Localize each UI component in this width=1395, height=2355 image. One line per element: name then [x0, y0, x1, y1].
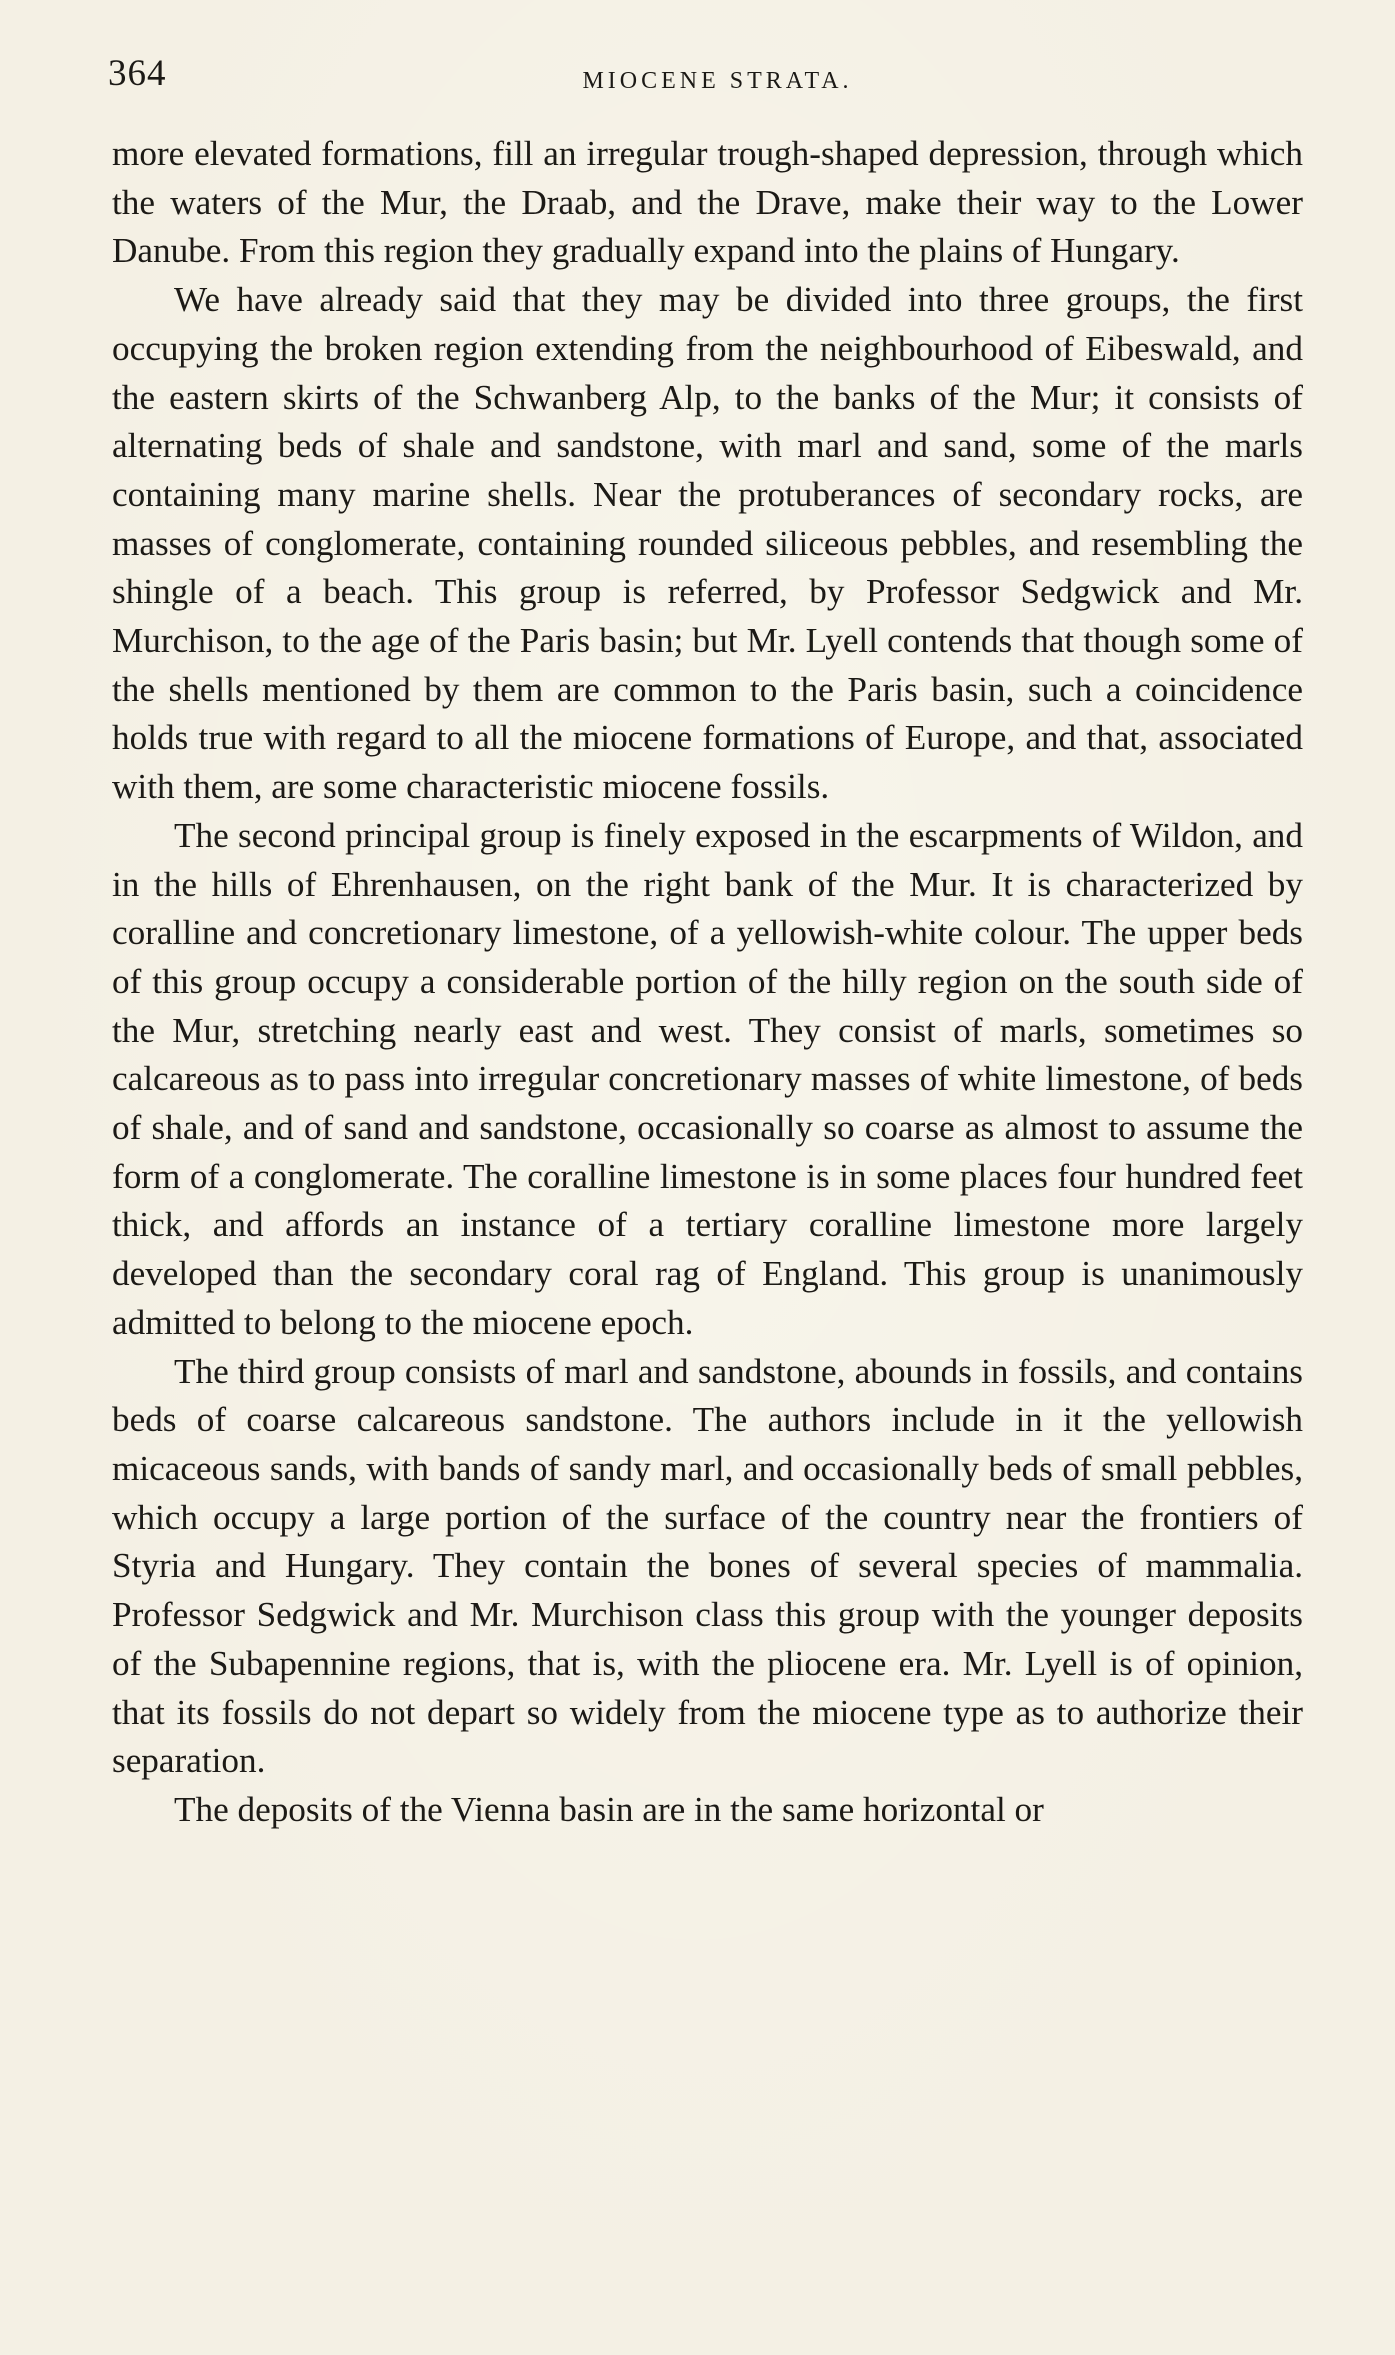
paragraph-second-group: The second principal group is finely exposed in the escarpments of Wildon, and in the hills of Ehrenhausen, on the right bank of the Mur. It is characterized by coralline and concretionary limestone, of a yellowish-white colour. The upper beds of this group occupy a considerable portion of the hilly region on the south side of the Mur, stretching nearly east and west. They consist of marls, sometimes so calcareous as to pass into irregular concretionary masses of white limestone, of beds of shale, and of sand and sandstone, occasionally so coarse as almost to assume the form of a conglomerate. The coralline limestone is in some places four hundred feet thick, and affords an instance of a tertiary coralline limestone more largely developed than the secondary coral rag of England. This group is unanimously admitted to belong to the miocene epoch.	[112, 815, 1303, 1342]
page-number: 364	[108, 53, 167, 94]
body-text	[112, 130, 1303, 1835]
running-head	[108, 52, 1303, 104]
paragraph-first-group: We have already said that they may be divided into three groups, the first occupying the broken region extending from the neighbourhood of Eibeswald, and the eastern skirts of the Schwanberg Alp, to the banks of the Mur; it consists of alternating beds of shale and sandstone, with marl and sand, some of the marls containing many marine shells. Near the protuberances of secondary rocks, are masses of conglomerate, containing rounded siliceous pebbles, and resembling the shingle of a beach. This group is referred, by Professor Sedgwick and Mr. Murchison, to the age of the Paris basin; but Mr. Lyell contends that though some of the shells mentioned by them are common to the Paris basin, such a coincidence holds true with regard to all the miocene formations of Europe, and that, associated with them, are some characteristic miocene fossils.	[112, 280, 1303, 807]
paragraph-continuation: more elevated formations, fill an irregular trough-shaped depression, through which the waters of the Mur, the Draab, and the Drave, make their way to the Lower Danube. From this region they gradually expand into the plains of Hungary.	[112, 134, 1303, 271]
paragraph-third-group: The third group consists of marl and sandstone, abounds in fossils, and contains beds of coarse calcareous sandstone. The authors include in it the yellowish micaceous sands, with bands of sandy marl, and occasionally beds of small pebbles, which occupy a large portion of the surface of the country near the frontiers of Styria and Hungary. They contain the bones of several species of mammalia. Professor Sedgwick and Mr. Murchison class this group with the younger deposits of the Subapennine regions, that is, with the pliocene era. Mr. Lyell is of opinion, that its fossils do not depart so widely from the miocene type as to authorize their separation.	[112, 1351, 1303, 1781]
running-title: MIOCENE STRATA.	[582, 68, 853, 94]
paragraph-vienna-basin: The deposits of the Vienna basin are in the same horizontal or	[174, 1789, 1044, 1829]
